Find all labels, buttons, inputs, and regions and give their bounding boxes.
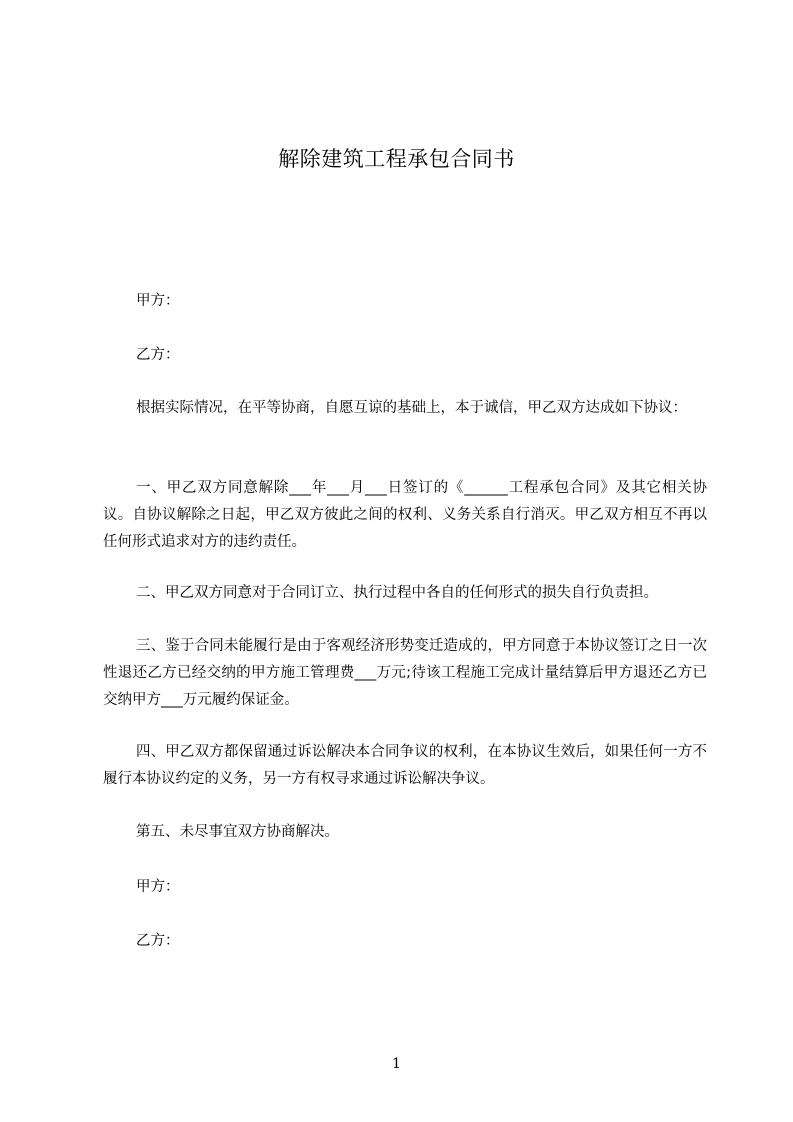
intro-paragraph: 根据实际情况，在平等协商，自愿互谅的基础上，本于诚信，甲乙双方达成如下协议：: [136, 400, 687, 416]
clause-2-paragraph: 二、甲乙双方同意对于合同订立、执行过程中各自的任何形式的损失自行负责担。: [136, 585, 658, 601]
signature-party-a-label: 甲方：: [136, 879, 180, 895]
party-a-label: 甲方：: [136, 293, 180, 309]
signature-party-b-label: 乙方：: [136, 933, 180, 949]
party-b-label: 乙方：: [136, 347, 180, 363]
clause-1-paragraph: 一、甲乙双方同意解除___年___月___日签订的《______工程承包合同》及其它相关协议。自协议解除之日起，甲乙双方彼此之间的权利、义务关系自行消灭。甲乙双方相互不再以任何形式追求对方的违约责任。: [103, 480, 707, 550]
page-number: 1: [392, 1056, 401, 1072]
document-title: 解除建筑工程承包合同书: [278, 147, 515, 171]
clause-5-paragraph: 第五、未尽事宜双方协商解决。: [136, 824, 339, 840]
clause-4-paragraph: 四、甲乙双方都保留通过诉讼解决本合同争议的权利，在本协议生效后，如果任何一方不履行本协议约定的义务，另一方有权寻求通过诉讼解决争议。: [103, 744, 707, 787]
clause-3-paragraph: 三、鉴于合同未能履行是由于客观经济形势变迁造成的，甲方同意于本协议签订之日一次性退还乙方已经交纳的甲方施工管理费___万元;待该工程施工完成计量结算后甲方退还乙方已交纳甲方___万元履约保证金。: [103, 638, 707, 708]
